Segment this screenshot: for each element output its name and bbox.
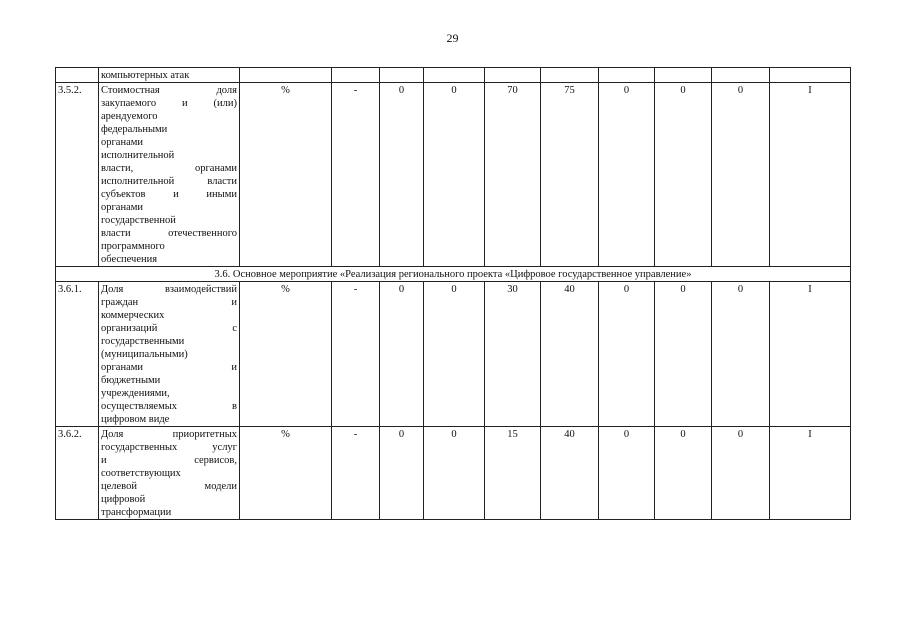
indicator-table: [55, 67, 851, 520]
indicator-name-line: соответствующих: [101, 468, 181, 479]
table-row: [56, 83, 851, 267]
indicator-name-line: власти, органами: [101, 163, 237, 174]
indicator-name-line: (муниципальными): [101, 349, 188, 360]
indicator-name-line: Стоимостная доля: [101, 85, 237, 96]
cell-c6: 0: [599, 427, 655, 520]
cell-c7: 0: [655, 427, 712, 520]
cell-unit: %: [240, 427, 332, 520]
cell-c6: 0: [599, 282, 655, 427]
indicator-name-line: бюджетными: [101, 375, 161, 386]
table-row-continuation: [56, 68, 851, 83]
indicator-name-line: трансформации: [101, 507, 172, 518]
indicator-name-line: коммерческих: [101, 310, 165, 321]
table-row: [56, 282, 851, 427]
indicator-name-line: организаций с: [101, 323, 237, 334]
indicator-name-line: субъектов и иными: [101, 189, 237, 200]
indicator-name-line: власти отечественного: [101, 228, 237, 239]
cell-indicator-name: компьютерных атак: [99, 68, 240, 83]
cell-indicator-name: [99, 282, 240, 427]
cell-c8: 0: [712, 282, 770, 427]
page-number: 29: [446, 31, 459, 45]
indicator-name-line: целевой модели: [101, 481, 237, 492]
indicator-name-line: арендуемого: [101, 111, 158, 122]
indicator-name-line: федеральными: [101, 124, 168, 135]
cell-num: [56, 68, 99, 83]
cell-c7: 0: [655, 282, 712, 427]
indicator-name-line: Доля взаимодействий: [101, 284, 237, 295]
cell-indicator-name: [99, 83, 240, 267]
indicator-name-line: органами: [101, 202, 144, 213]
indicator-name-line: государственной: [101, 215, 176, 226]
cell-c3: 0: [424, 282, 485, 427]
cell-c6: 0: [599, 83, 655, 267]
cell-c8: 0: [712, 427, 770, 520]
indicator-name-line: и сервисов,: [101, 455, 237, 466]
section-row: [56, 267, 851, 282]
cell-c4: 15: [485, 427, 541, 520]
cell-num: 3.5.2.: [56, 83, 99, 267]
indicator-name-line: государственных услуг: [101, 442, 237, 453]
cell-c4: 70: [485, 83, 541, 267]
cell-c2: 0: [380, 282, 424, 427]
cell-num: 3.6.2.: [56, 427, 99, 520]
cell-c7: 0: [655, 83, 712, 267]
cell-c5: 75: [541, 83, 599, 267]
indicator-name-line: Доля приоритетных: [101, 429, 237, 440]
cell-unit: %: [240, 282, 332, 427]
indicator-name-line: цифровом виде: [101, 414, 170, 425]
indicator-name-line: программного: [101, 241, 165, 252]
cell-c5: 40: [541, 282, 599, 427]
indicator-name-line: органами и: [101, 362, 237, 373]
indicator-name-line: закупаемого и (или): [101, 98, 237, 109]
indicator-name-line: граждан и: [101, 297, 237, 308]
cell-c9: I: [770, 427, 851, 520]
cell-unit: %: [240, 83, 332, 267]
cell-num: 3.6.1.: [56, 282, 99, 427]
cell-c8: 0: [712, 83, 770, 267]
table-row: [56, 427, 851, 520]
cell-indicator-name: [99, 427, 240, 520]
cell-c5: 40: [541, 427, 599, 520]
indicator-name-line: исполнительной власти: [101, 176, 237, 187]
cell-c3: 0: [424, 83, 485, 267]
cell-c1: -: [332, 427, 380, 520]
section-title: 3.6. Основное мероприятие «Реализация регионального проекта «Цифровое государственное управление»: [56, 267, 851, 282]
cell-c9: I: [770, 83, 851, 267]
indicator-name-line: органами: [101, 137, 144, 148]
cell-c1: -: [332, 282, 380, 427]
indicator-name-line: обеспечения: [101, 254, 158, 265]
cell-c2: 0: [380, 427, 424, 520]
indicator-name-line: осуществляемых в: [101, 401, 237, 412]
cell-c1: -: [332, 83, 380, 267]
cell-c4: 30: [485, 282, 541, 427]
indicator-name-line: учреждениями,: [101, 388, 170, 399]
indicator-name-line: цифровой: [101, 494, 146, 505]
indicator-name-line: государственными: [101, 336, 185, 347]
cell-c3: 0: [424, 427, 485, 520]
indicator-name-line: исполнительной: [101, 150, 175, 161]
cell-c2: 0: [380, 83, 424, 267]
cell-c9: I: [770, 282, 851, 427]
